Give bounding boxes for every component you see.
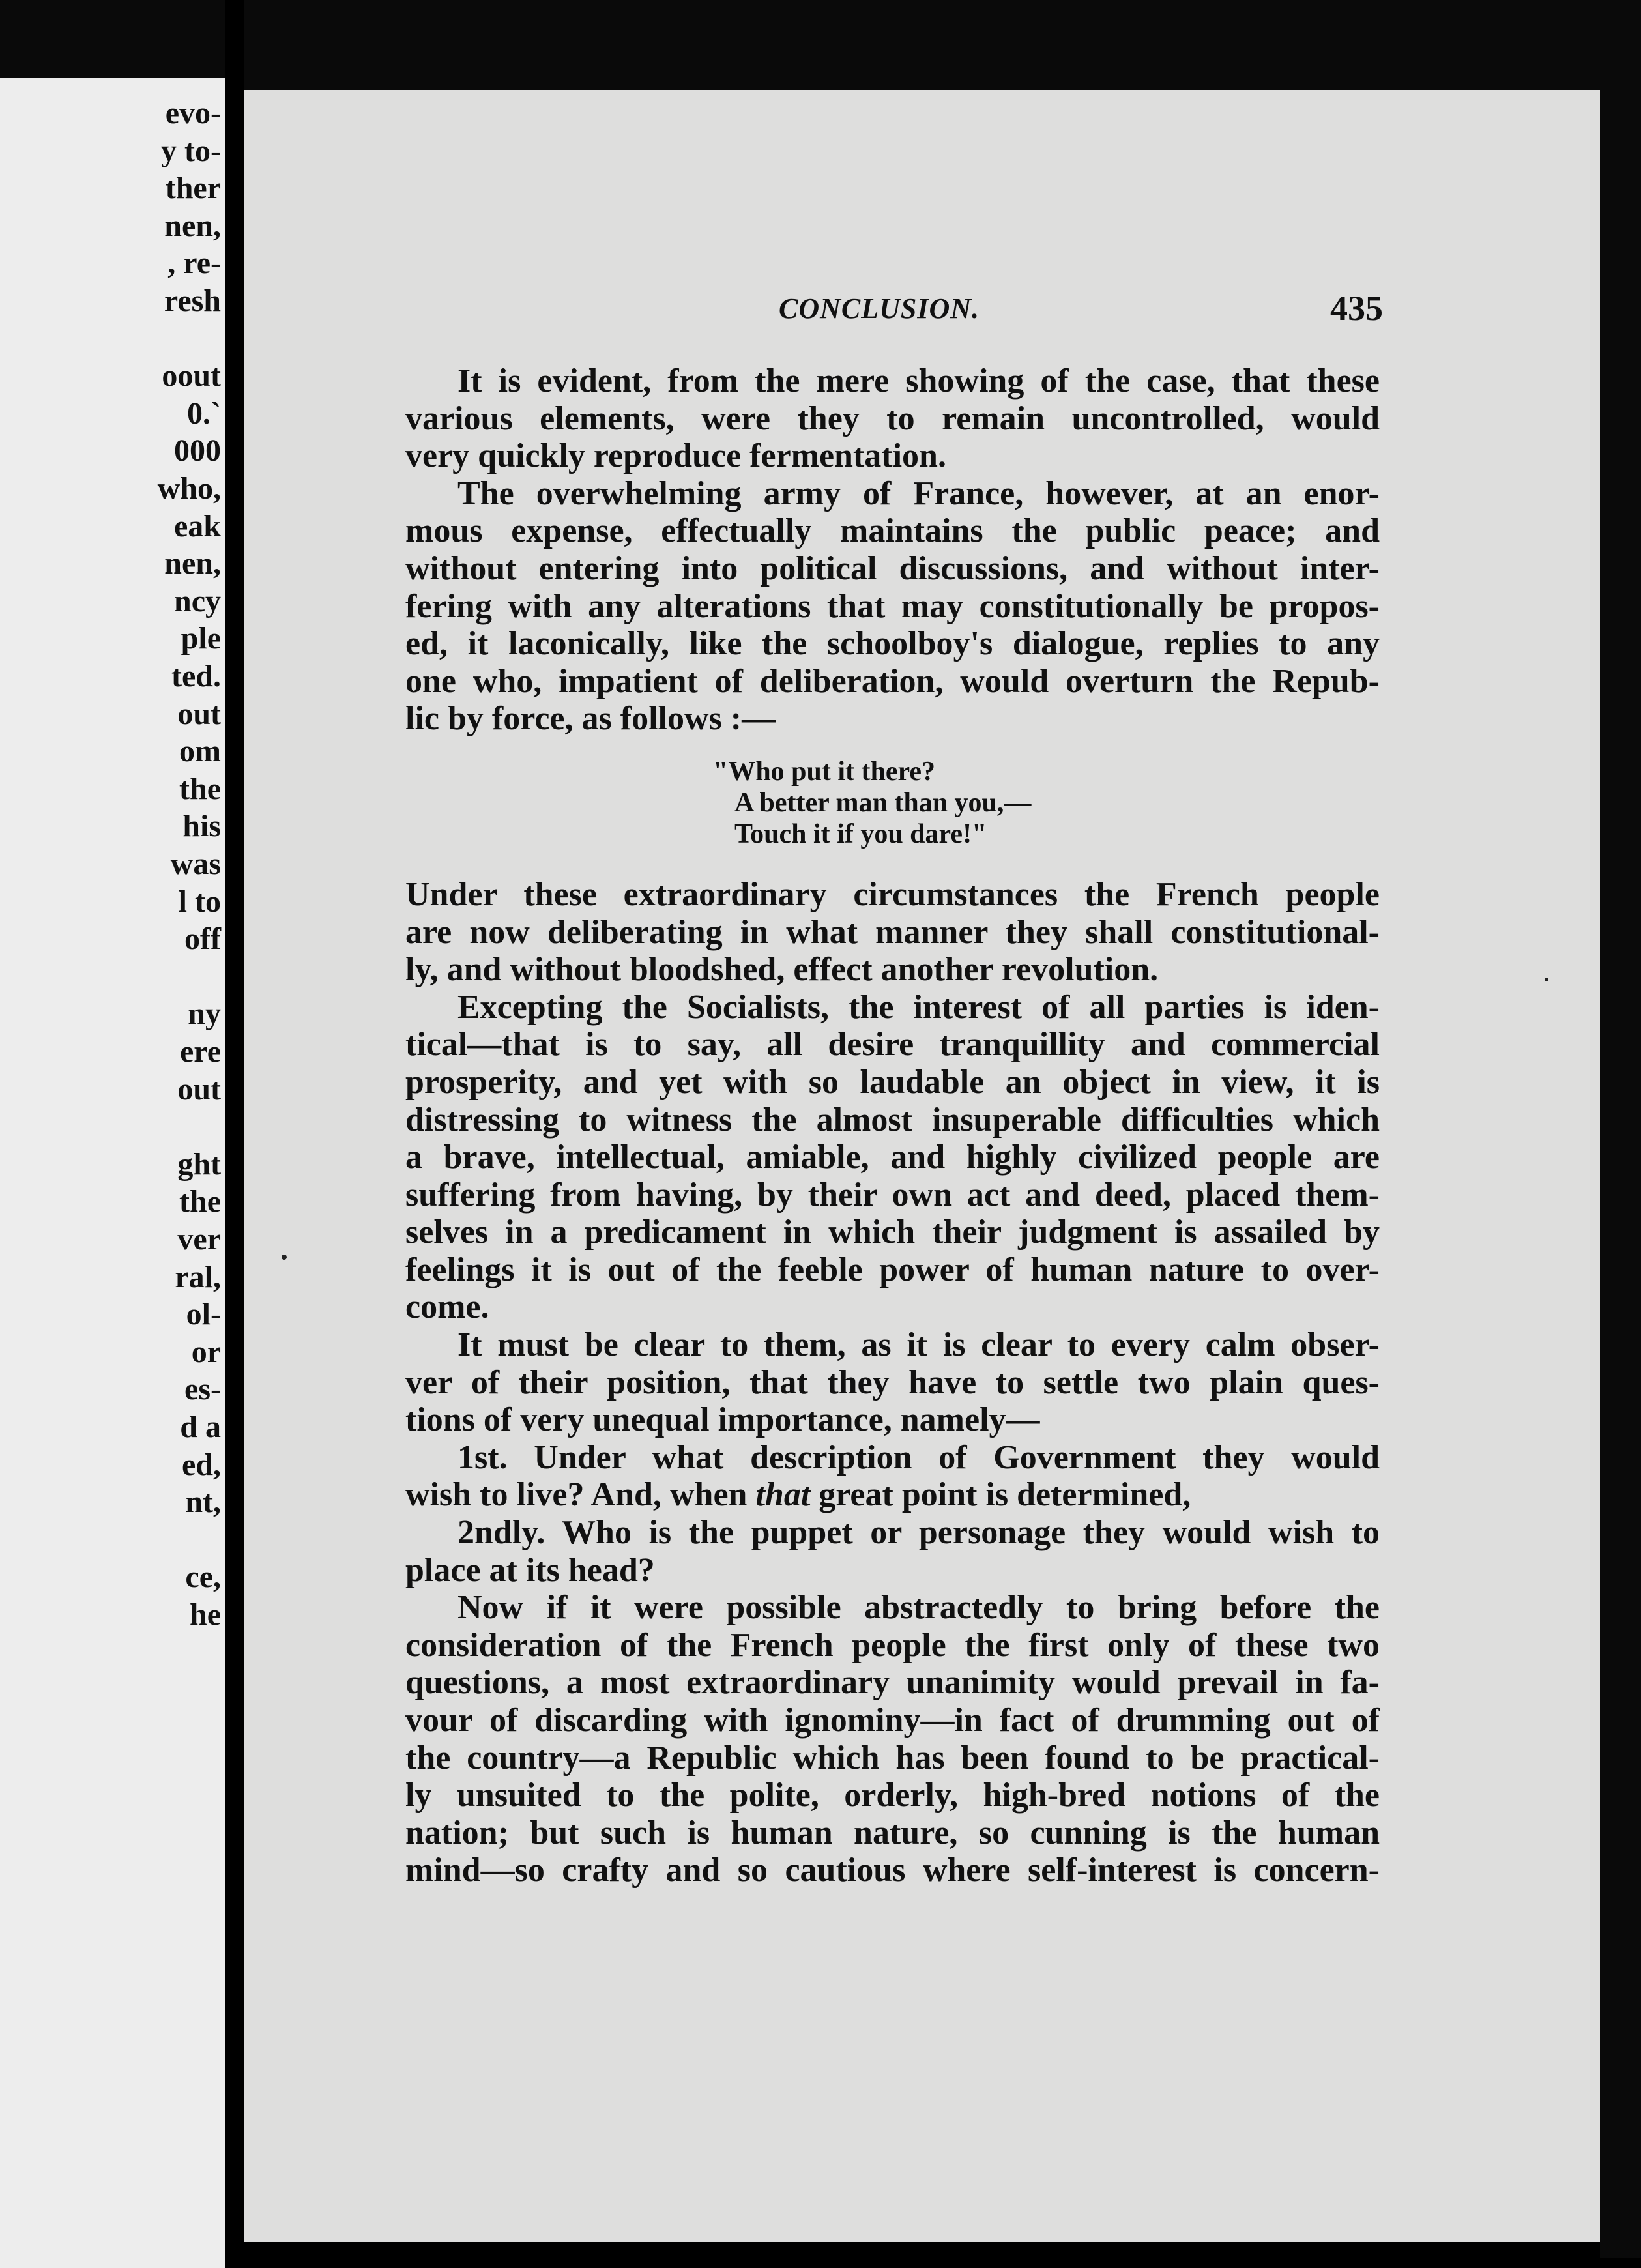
text-line: The overwhelming army of France, however, at an enor-: [457, 474, 1380, 512]
left-page-fragment-line: es-: [184, 1372, 221, 1407]
left-page-fragment-line: ce,: [185, 1560, 221, 1595]
left-page-fragment-line: resh: [164, 284, 221, 318]
text-line: It is evident, from the mere showing of the case, that these: [457, 362, 1380, 400]
running-head: CONCLUSION.: [779, 293, 980, 325]
text-line: without entering into political discussions, and without inter-: [405, 549, 1380, 587]
left-page-fragment-line: , re-: [167, 246, 221, 281]
left-page-fragment-line: was: [170, 847, 221, 881]
text-line: various elements, were they to remain uncontrolled, would: [405, 400, 1380, 437]
text-line: are now deliberating in what manner they shall constitutional-: [405, 913, 1380, 951]
text-line: mind—so crafty and so cautious where self-interest is concern-: [405, 1852, 1380, 1889]
left-page-fragment-line: nen,: [164, 208, 221, 243]
text-line: prosperity, and yet with so laudable an object in view, it is: [405, 1063, 1380, 1101]
left-page-fragment-line: the: [179, 771, 221, 806]
paragraph-8: [405, 1589, 1380, 1889]
paragraph-1: [405, 362, 1380, 475]
left-page-fragment-line: ncy: [174, 583, 221, 618]
text-line: fering with any alterations that may constitutionally be propos-: [405, 587, 1380, 625]
text-line: 1st. Under what description of Government they would: [457, 1438, 1380, 1476]
left-page-fragment-line: who,: [157, 471, 221, 506]
verse-line: Touch it if you dare!": [734, 819, 987, 849]
left-page-fragment: [0, 78, 225, 2268]
left-page-fragment-line: oout: [162, 358, 221, 394]
text-line: It must be clear to them, as it is clear to every calm obser-: [457, 1326, 1380, 1364]
text-line: ly, and without bloodshed, effect another revolution.: [405, 951, 1159, 989]
left-page-fragment-line: ol-: [186, 1297, 221, 1332]
left-page-fragment-line: om: [179, 734, 221, 769]
left-page-fragment-line: off: [184, 922, 221, 957]
text-line: one who, impatient of deliberation, would overturn the Repub-: [405, 662, 1380, 700]
left-page-fragment-line: he: [190, 1597, 221, 1632]
left-page-fragment-line: or: [191, 1334, 221, 1369]
text-line: questions, a most extraordinary unanimity would prevail in fa-: [405, 1664, 1380, 1702]
ink-speck: [282, 1255, 287, 1260]
text-run: great point is determined,: [810, 1476, 1191, 1514]
text-line: ly unsuited to the polite, orderly, high-bred notions of the: [405, 1777, 1380, 1814]
body-text: [405, 362, 1380, 1889]
left-page-fragment-line: 000: [174, 433, 221, 469]
page-number: 435: [1330, 289, 1383, 328]
left-page-fragment-line: ver: [177, 1222, 221, 1257]
text-line: selves in a predicament in which their judgment is assailed by: [405, 1214, 1380, 1251]
text-line: suffering from having, by their own act and deed, placed them-: [405, 1176, 1380, 1214]
text-line: vour of discarding with ignominy—in fact of drumming out of: [405, 1702, 1380, 1739]
text-line: very quickly reproduce fermentation.: [405, 437, 946, 475]
book-gutter: [225, 0, 244, 2258]
text-line: ed, it laconically, like the schoolboy's dialogue, replies to any: [405, 625, 1380, 663]
left-page-fragment-line: out: [177, 696, 221, 731]
paragraph-2: [405, 475, 1380, 738]
text-line: Under these extraordinary circumstances the French people: [405, 875, 1380, 913]
text-line: nation; but such is human nature, so cunning is the human: [405, 1814, 1380, 1852]
left-page-fragment-line: evo-: [165, 96, 221, 130]
text-run: wish to live? And, when: [405, 1476, 756, 1514]
text-line: feelings it is out of the feeble power of human nature to over-: [405, 1251, 1380, 1288]
left-page-fragment-line: y to-: [161, 133, 221, 168]
left-page-fragment-line: out: [177, 1071, 221, 1107]
text-line: ver of their position, that they have to settle two plain ques-: [405, 1363, 1380, 1401]
paragraph-5: [405, 1326, 1380, 1439]
verse-line: "Who put it there?: [713, 756, 936, 787]
left-page-fragment-line: the: [179, 1184, 221, 1219]
paragraph-6: [405, 1439, 1380, 1514]
text-line: tions of very unequal importance, namely—: [405, 1401, 1040, 1439]
text-line: place at its head?: [405, 1551, 655, 1589]
left-page-fragment-line: his: [182, 809, 221, 844]
left-page-fragment-line: ght: [177, 1146, 221, 1182]
text-line: lic by force, as follows :—: [405, 700, 776, 738]
italic-emphasis: that: [755, 1476, 811, 1514]
left-page-fragment-line: 0.`: [187, 396, 221, 431]
text-line: a brave, intellectual, amiable, and highly civilized people are: [405, 1139, 1380, 1176]
left-page-text-fragments: [0, 78, 225, 2268]
text-line: Now if it were possible abstractedly to bring before the: [457, 1589, 1380, 1627]
left-page-fragment-line: eak: [174, 508, 221, 544]
text-line: come.: [405, 1288, 489, 1326]
left-page-fragment-line: ted.: [171, 659, 221, 693]
left-page-fragment-line: nt,: [185, 1485, 221, 1520]
page-bottom-edge: [244, 2242, 1600, 2258]
ink-speck: [1545, 978, 1548, 981]
left-page-fragment-line: d a: [180, 1410, 221, 1444]
text-line: the country—a Republic which has been found to be practical-: [405, 1739, 1380, 1777]
left-page-fragment-line: ple: [181, 621, 221, 656]
text-line: tical—that is to say, all desire tranquillity and commercial: [405, 1026, 1380, 1064]
text-line: 2ndly. Who is the puppet or personage they would wish to: [457, 1514, 1380, 1552]
paragraph-3: [405, 876, 1380, 989]
paragraph-4: [405, 989, 1380, 1326]
left-page-fragment-line: l to: [178, 884, 221, 919]
text-line: consideration of the French people the first only of these two: [405, 1626, 1380, 1664]
text-line: distressing to witness the almost insuperable difficulties which: [405, 1101, 1380, 1139]
left-page-fragment-line: ral,: [175, 1259, 221, 1294]
verse-quote: [405, 756, 1380, 850]
left-page-fragment-line: ny: [188, 996, 221, 1032]
left-page-fragment-line: ther: [165, 171, 221, 206]
text-line: mous expense, effectually maintains the public peace; and: [405, 512, 1380, 550]
left-page-fragment-line: nen,: [164, 546, 221, 581]
text-line: [405, 1476, 1380, 1514]
left-page-fragment-line: ere: [179, 1034, 221, 1069]
text-line: Excepting the Socialists, the interest of all parties is iden-: [457, 988, 1380, 1026]
left-page-fragment-line: ed,: [182, 1447, 221, 1482]
paragraph-7: [405, 1514, 1380, 1589]
verse-line: A better man than you,—: [734, 787, 1032, 818]
